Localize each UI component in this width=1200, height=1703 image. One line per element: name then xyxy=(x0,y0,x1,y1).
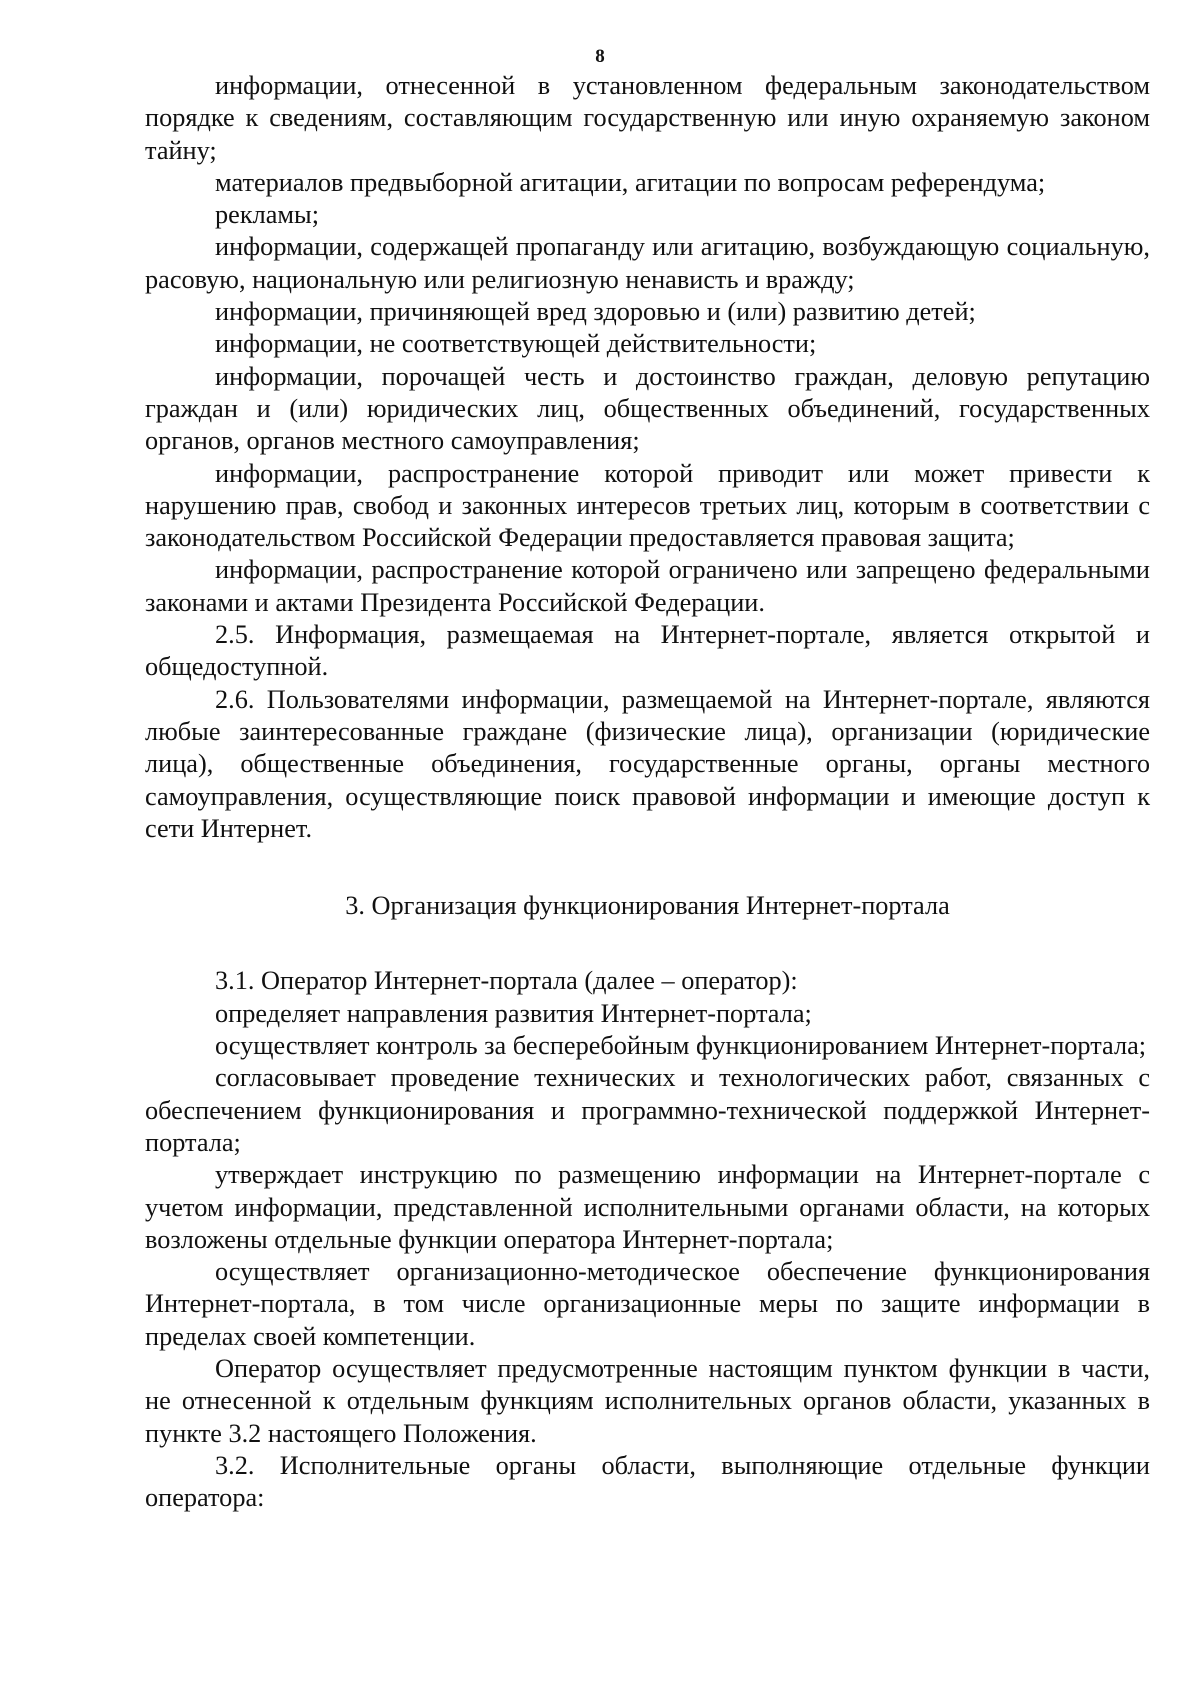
paragraph-3-1: 3.1. Оператор Интернет-портала (далее – оператор): xyxy=(215,966,798,996)
paragraph-election-materials: материалов предвыборной агитации, агитации по вопросам референдума; xyxy=(215,167,1046,197)
paragraph-defamation: информации, порочащей честь и достоинство граждан, деловую репутацию граждан и (или) юридических лиц, общественных объединений, государственных органов, органов местного самоуправления; xyxy=(145,361,1150,456)
paragraph-propaganda: информации, содержащей пропаганду или агитацию, возбуждающую социальную, расовую, национальную или религиозную ненависть и вражду; xyxy=(145,232,1150,294)
paragraph-classified-info: информации, отнесенной в установленном федеральным законодательством порядке к сведениям, составляющим государственную или иную охраняемую законом тайну; xyxy=(145,71,1150,165)
paragraph-approves-instruction: утверждает инструкцию по размещению информации на Интернет-портале с учетом информации, представленной исполнительными органами области, на которых возложены отдельные функции оператора Интернет-портала; xyxy=(145,1160,1150,1254)
paragraph-2-6: 2.6. Пользователями информации, размещаемой на Интернет-портале, являются любые заинтересованные граждане (физические лица), организации (юридические лица), общественные объединения, государственные органы, органы местного самоуправления, осуществляющие поиск правовой информации и имеющие доступ к сети Интернет. xyxy=(145,684,1150,843)
paragraph-false-info: информации, не соответствующей действительности; xyxy=(215,329,817,359)
paragraph-controls-operation: осуществляет контроль за бесперебойным функционированием Интернет-портала; xyxy=(215,1031,1147,1061)
paragraph-approves-works: согласовывает проведение технических и технологических работ, связанных с обеспечением функционирования и программно-технической поддержкой Интернет-портала; xyxy=(145,1063,1150,1157)
paragraph-defines-directions: определяет направления развития Интернет-портала; xyxy=(215,998,812,1028)
paragraph-operator-functions: Оператор осуществляет предусмотренные настоящим пунктом функции в части, не отнесенной к отдельным функциям исполнительных органов области, указанных в пункте 3.2 настоящего Положения. xyxy=(145,1353,1150,1448)
paragraph-3-2: 3.2. Исполнительные органы области, выполняющие отдельные функции оператора: xyxy=(145,1450,1150,1513)
paragraph-methodical-support: осуществляет организационно-методическое обеспечение функционирования Интернет-портала, в том числе организационные меры по защите информации в пределах своей компетенции. xyxy=(145,1257,1150,1351)
document-body xyxy=(145,70,1150,1514)
paragraph-2-5: 2.5. Информация, размещаемая на Интернет-портале, является открытой и общедоступной. xyxy=(145,620,1150,682)
paragraph-rights-violation: информации, распространение которой приводит или может привести к нарушению прав, свобод и законных интересов третьих лиц, которым в соответствии с законодательством Российской Федерации предоставляется правовая защита; xyxy=(145,458,1150,553)
section-heading: 3. Организация функционирования Интернет-портала xyxy=(345,891,950,921)
paragraph-harm-to-children: информации, причиняющей вред здоровью и (или) развитию детей; xyxy=(215,297,976,327)
paragraph-advertising: рекламы; xyxy=(215,200,320,230)
paragraph-restricted-info: информации, распространение которой ограничено или запрещено федеральными законами и актами Президента Российской Федерации. xyxy=(145,555,1150,617)
page-number: 8 xyxy=(595,46,605,67)
